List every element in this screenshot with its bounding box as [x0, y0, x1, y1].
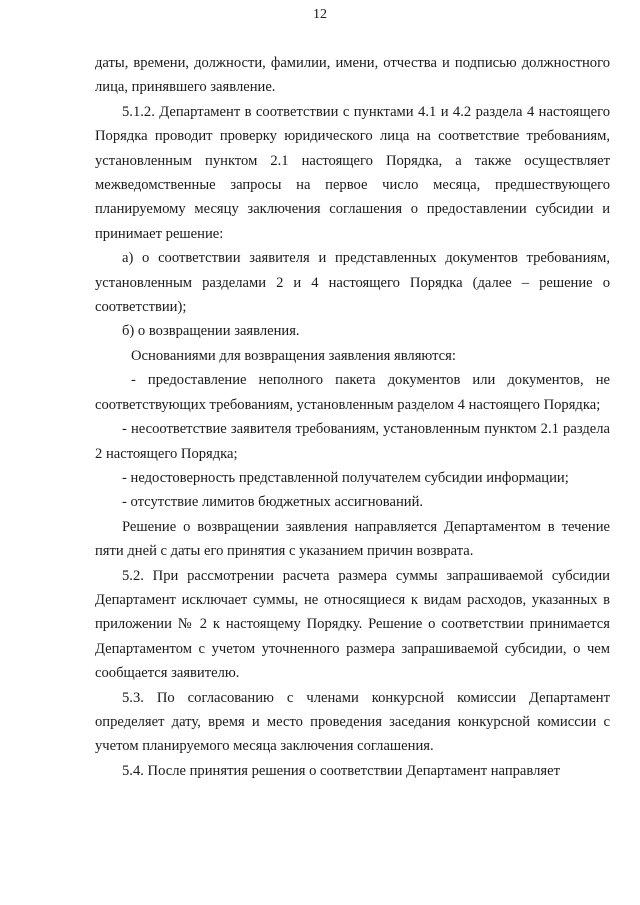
paragraph-option-b: б) о возвращении заявления. [122, 323, 300, 340]
paragraph-return-decision: Решение о возвращении заявления направляется Департаментом в течение пяти дней с даты его принятия с указанием причин возврата. [95, 518, 610, 560]
paragraph-5-1-2: 5.1.2. Департамент в соответствии с пунктами 4.1 и 4.2 раздела 4 настоящего Порядка проводит проверку юридического лица на соответствие требованиям, установленным пунктом 2.1 настоящего Порядка, а также осуществляет межведомственные запросы на первое число месяца, предшествующего планируемому месяцу заключения соглашения о предоставлении субсидии и принимает решение: [95, 103, 610, 242]
page-number: 12 [313, 7, 327, 22]
list-item-incomplete-package: - предоставление неполного пакета документов или документов, не соответствующих требованиям, установленным разделом 4 настоящего Порядка; [95, 372, 610, 413]
paragraph-5-4: 5.4. После принятия решения о соответствии Департамент направляет [122, 762, 560, 779]
list-item-unreliable-info: - недостоверность представленной получателем субсидии информации; [122, 469, 569, 486]
paragraph-option-a: а) о соответствии заявителя и представленных документов требованиям, установленным разделами 2 и 4 настоящего Порядка (далее – решение о соответствии); [95, 250, 610, 316]
paragraph-5-2: 5.2. При рассмотрении расчета размера суммы запрашиваемой субсидии Департамент исключает суммы, не относящиеся к видам расходов, указанных в приложении № 2 к настоящему Порядку. Решение о соответствии принимается Департаментом с учетом уточненного размера запрашиваемой субсидии, о чем сообщается заявителю. [95, 567, 610, 682]
list-item-noncompliance: - несоответствие заявителя требованиям, установленным пунктом 2.1 раздела 2 настоящего Порядка; [95, 421, 610, 462]
paragraph-5-3: 5.3. По согласованию с членами конкурсной комиссии Департамент определяет дату, время и место проведения заседания конкурсной комиссии с учетом планируемого месяца заключения соглашения. [95, 689, 610, 755]
paragraph-continuation: даты, времени, должности, фамилии, имени, отчества и подписью должностного лица, принявшего заявление. [95, 55, 610, 96]
paragraph-grounds-heading: Основаниями для возвращения заявления являются: [131, 347, 456, 364]
list-item-no-limits: - отсутствие лимитов бюджетных ассигнований. [122, 494, 424, 511]
document-body [95, 51, 610, 783]
